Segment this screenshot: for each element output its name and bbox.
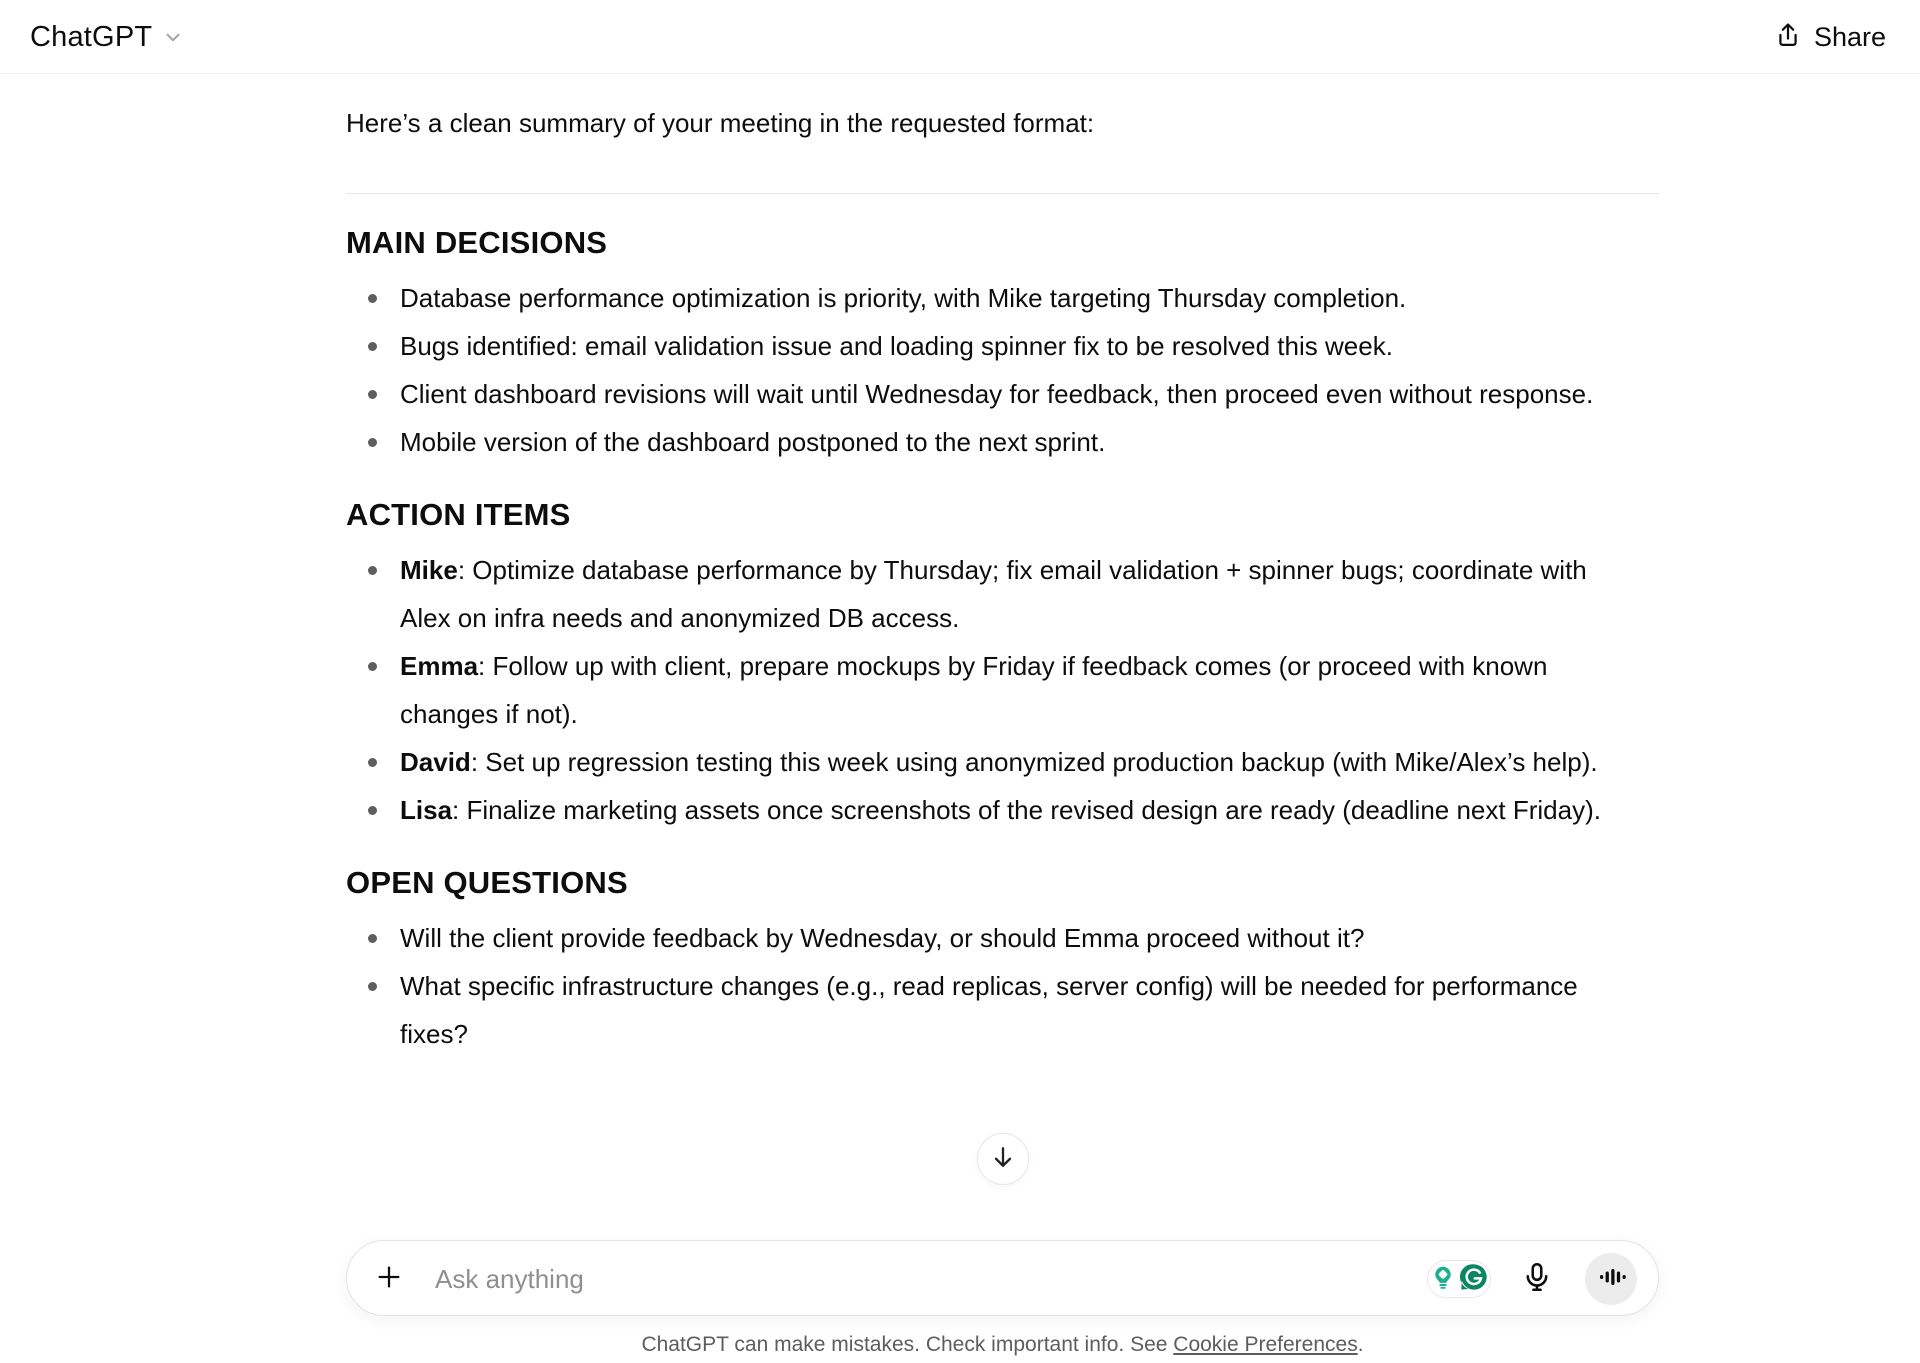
disclaimer-text: ChatGPT can make mistakes. Check important info. See [641,1333,1174,1356]
main-decisions-list [346,274,1659,466]
action-items-list [346,546,1659,834]
list-item [346,786,1642,834]
list-item [346,546,1642,642]
action-text: : Follow up with client, prepare mockups by Friday if feedback comes (or proceed with known changes if not). [400,651,1548,729]
grammarly-lightbulb-icon [1429,1263,1457,1296]
section-heading-main-decisions: MAIN DECISIONS [346,225,608,260]
disclaimer [346,1333,1659,1357]
chevron-down-icon [162,26,184,53]
arrow-down-icon [989,1143,1017,1176]
dictate-button[interactable] [1518,1260,1556,1298]
action-text: : Finalize marketing assets once screenshots of the revised design are ready (deadline next Friday). [452,795,1601,825]
action-text: : Optimize database performance by Thursday; fix email validation + spinner bugs; coordinate with Alex on infra needs and anonymized DB access. [400,555,1587,633]
list-item: Database performance optimization is priority, with Mike targeting Thursday completion. [346,274,1642,322]
open-questions-list [346,914,1659,1058]
section-heading-action-items: ACTION ITEMS [346,497,571,532]
message-composer[interactable] [346,1240,1659,1316]
assignee-name: Lisa [400,795,453,825]
share-label: Share [1813,21,1886,52]
action-text: : Set up regression testing this week using anonymized production backup (with Mike/Alex’s help). [470,747,1598,777]
grammarly-extension-widget[interactable] [1427,1260,1491,1298]
plus-icon [373,1261,405,1298]
list-item [346,738,1642,786]
list-item: Mobile version of the dashboard postponed to the next sprint. [346,418,1642,466]
share-icon [1774,21,1802,54]
section-heading-open-questions: OPEN QUESTIONS [346,865,628,900]
scroll-to-bottom-button[interactable] [977,1133,1029,1185]
chat-input[interactable] [435,1241,1235,1317]
list-item [346,642,1642,738]
microphone-icon [1520,1260,1554,1299]
attach-button[interactable] [373,1263,405,1295]
assistant-message [346,99,1659,1058]
assignee-name: David [400,747,471,777]
section-divider [346,193,1659,194]
cookie-preferences-link[interactable]: Cookie Preferences [1173,1333,1358,1356]
model-switcher[interactable] [30,0,184,74]
list-item: Will the client provide feedback by Wednesday, or should Emma proceed without it? [346,914,1642,962]
assignee-name: Emma [400,651,479,681]
voice-mode-icon [1596,1262,1626,1297]
assignee-name: Mike [400,555,458,585]
message-intro: Here’s a clean summary of your meeting in the requested format: [346,108,1095,138]
top-bar [0,0,1920,74]
share-button[interactable] [1774,0,1886,74]
voice-mode-button[interactable] [1585,1253,1637,1305]
app-title: ChatGPT [30,20,153,53]
list-item: Bugs identified: email validation issue and loading spinner fix to be resolved this week. [346,322,1642,370]
disclaimer-period: . [1357,1333,1364,1356]
list-item: Client dashboard revisions will wait until Wednesday for feedback, then proceed even without response. [346,370,1642,418]
list-item: What specific infrastructure changes (e.g., read replicas, server config) will be needed for performance fixes? [346,962,1642,1058]
grammarly-g-icon [1458,1261,1490,1298]
